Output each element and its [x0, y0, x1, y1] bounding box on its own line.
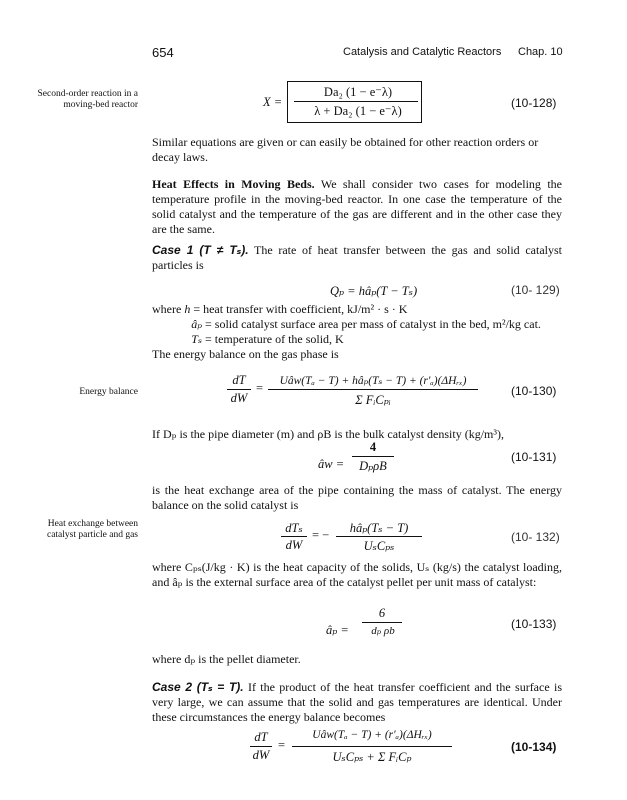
paragraph-case-1	[152, 243, 562, 273]
eq130-lhs-den: dW	[230, 391, 248, 405]
case2-label: Case 2 (Tₛ = T).	[152, 680, 244, 694]
eq132-sign: = −	[312, 528, 330, 542]
eq133-numerator: 6	[378, 606, 386, 620]
eq130-lhs-bar	[227, 389, 251, 390]
eq131-number: (10-131)	[511, 450, 557, 464]
eq132-numerator: hâₚ(Tₛ − T)	[349, 521, 409, 535]
eq131-denominator: DₚρB	[359, 459, 387, 473]
case1-body: The rate of heat transfer between the gas and solid catalyst particles is	[152, 243, 562, 272]
case1-label: Case 1 (T ≠ Tₛ).	[152, 243, 249, 257]
margin-note-energy-balance: Energy balance	[79, 387, 138, 397]
eq130-lhs-num: dT	[232, 373, 246, 387]
running-title: Catalysis and Catalytic Reactors	[343, 46, 502, 58]
definition-h: where h = heat transfer with coefficient, kJ/m² · s · K	[152, 302, 408, 316]
energy-balance-intro: The energy balance on the gas phase is	[152, 347, 339, 361]
heat-effects-body: We shall consider two cases for modeling the temperature profile in the moving-bed reactor. In one case the temperature of the solid catalyst and the temperature of the gas are different and in the other case they are the same.	[152, 177, 562, 236]
page-number: 654	[152, 45, 174, 60]
eq134-equals: =	[278, 738, 286, 752]
eq128-fraction-bar	[294, 101, 418, 102]
eq132-fraction-bar	[336, 536, 422, 537]
definitions-list	[152, 302, 582, 362]
eq130-numerator: Uâw(Tₐ − T) + hâₚ(Tₛ − T) + (r′ₐ)(ΔHᵣₓ)	[279, 375, 467, 387]
eq128-lhs: X =	[263, 95, 283, 109]
eq132-number: (10- 132)	[511, 530, 560, 544]
paragraph-similar-equations: Similar equations are given or can easily be obtained for other reaction orders or decay laws.	[152, 135, 539, 164]
eq134-numerator: Uâw(Tₐ − T) + (r′ₐ)(ΔHᵣₓ)	[312, 729, 432, 741]
eq132-lhs-bar	[281, 536, 307, 537]
eq134-number: (10-134)	[511, 740, 557, 754]
eq134-lhs-bar	[250, 746, 272, 747]
eq130-denominator: Σ FᵢCₚᵢ	[355, 393, 391, 407]
eq129-expression: Qₚ = hâₚ(T − Tₛ)	[330, 284, 418, 298]
paragraph-heat-capacity: where Cₚₛ(J/kg · K) is the heat capacity of the solids, Uₛ (kg/s) the catalyst loading, and âₚ is the external surface area of the catalyst pellet per unit mass of catalyst:	[152, 560, 562, 589]
eq131-fraction-bar	[352, 456, 394, 457]
paragraph-heat-effects	[152, 177, 562, 237]
eq133-lhs: âₚ =	[326, 623, 349, 637]
eq128-denominator: λ + Da₂ (1 − e⁻λ)	[314, 104, 402, 118]
margin-note-second-order: Second-order reaction in a moving-bed reactor	[37, 89, 138, 110]
paragraph-heat-exchange-area: is the heat exchange area of the pipe containing the mass of catalyst. The energy balance on the solid catalyst is	[152, 483, 562, 512]
eq134-lhs-den: dW	[252, 748, 270, 762]
chapter-label: Chap. 10	[518, 46, 563, 58]
eq133-denominator: dₚ ρb	[371, 625, 395, 637]
definition-ts: Tₛ = temperature of the solid, K	[191, 332, 344, 346]
paragraph-pellet-diameter: where dₚ is the pellet diameter.	[152, 652, 301, 666]
paragraph-pipe-diameter: If Dₚ is the pipe diameter (m) and ρB is the bulk catalyst density (kg/m³),	[152, 427, 504, 441]
eq134-lhs-num: dT	[254, 730, 268, 744]
case2-body: If the product of the heat transfer coefficient and the surface is very large, we can assume that the solid and gas temperatures are identical. Under these circumstances the energy balance becomes	[152, 680, 563, 724]
eq132-denominator: UₛCₚₛ	[363, 539, 395, 553]
definition-ap: âₚ = solid catalyst surface area per mass of catalyst in the bed, m²/kg cat.	[191, 317, 541, 331]
margin-note-heat-exchange: Heat exchange between catalyst particle and gas	[46, 519, 138, 540]
eq130-fraction-bar	[268, 389, 478, 390]
eq128-number: (10-128)	[511, 96, 557, 110]
paragraph-case-2	[152, 680, 562, 725]
eq128-numerator: Da₂ (1 − e⁻λ)	[323, 85, 393, 99]
eq132-lhs-num: dTₛ	[285, 521, 303, 535]
eq134-denominator: UₛCₚₛ + Σ FᵢCₚ	[332, 750, 412, 764]
eq129-number: (10- 129)	[511, 283, 560, 297]
eq133-fraction-bar	[362, 622, 402, 623]
eq132-lhs-den: dW	[285, 538, 303, 552]
heading-heat-effects: Heat Effects in Moving Beds.	[152, 177, 315, 191]
eq131-lhs: âw =	[318, 457, 345, 471]
eq130-number: (10-130)	[511, 384, 557, 398]
eq131-numerator: 4	[369, 440, 377, 454]
eq130-equals: =	[256, 381, 264, 395]
eq134-fraction-bar	[292, 746, 452, 747]
eq133-number: (10-133)	[511, 617, 557, 631]
